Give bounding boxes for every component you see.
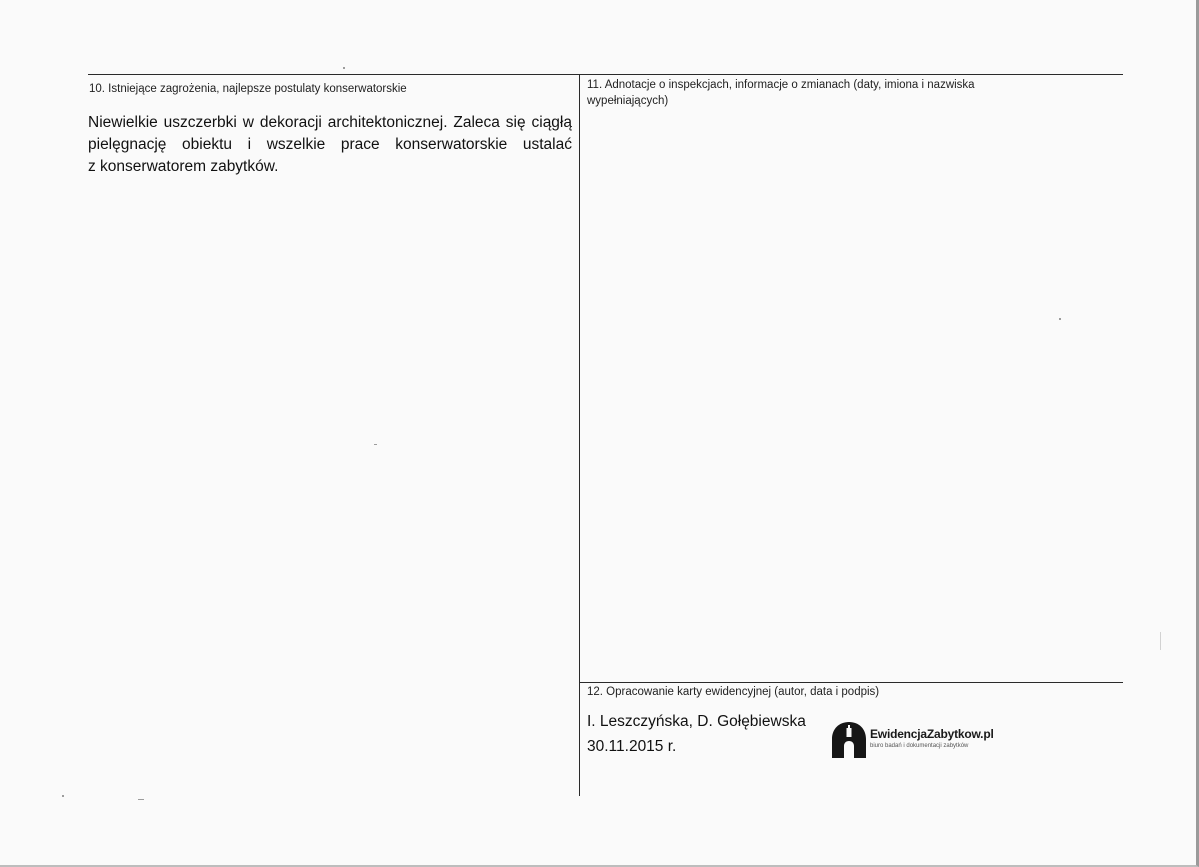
- section10-line-3: z konserwatorem zabytków.: [88, 158, 279, 175]
- scan-speck: [62, 795, 64, 797]
- section12-heading: 12. Opracowanie karty ewidencyjnej (autor, data i podpis): [587, 686, 880, 698]
- top-rule-right: [580, 74, 1123, 75]
- ewidencja-zabytkow-logo: [832, 722, 1002, 762]
- section10-text: [88, 112, 572, 178]
- section12-date: 30.11.2015 r.: [587, 738, 677, 755]
- section11-heading: [587, 77, 975, 109]
- section10-line-2: pielęgnację obiektu i wszelkie prace konserwatorskie ustalać: [88, 136, 572, 153]
- scan-speck: [343, 67, 345, 69]
- section10-line-1: Niewielkie uszczerbki w dekoracji architektonicznej. Zaleca się ciągłą: [88, 114, 572, 131]
- section12-author: I. Leszczyńska, D. Gołębiewska: [587, 713, 806, 730]
- section11-heading-line-2: wypełniających): [587, 95, 669, 107]
- logo-title: EwidencjaZabytkow.pl: [870, 727, 994, 741]
- scan-speck: [1059, 318, 1061, 320]
- logo-subtitle: biuro badań i dokumentacji zabytków: [870, 743, 969, 749]
- scan-speck: [138, 799, 144, 800]
- scan-speck: [374, 444, 377, 445]
- section12-rule: [580, 682, 1123, 683]
- column-divider: [579, 74, 580, 796]
- church-silhouette-icon: [832, 722, 866, 758]
- section11-heading-line-1: 11. Adnotacje o inspekcjach, informacje o zmianach (daty, imiona i nazwiska: [587, 79, 975, 91]
- top-rule-left: [88, 74, 579, 75]
- scan-speck: [1160, 632, 1161, 650]
- section10-heading: 10. Istniejące zagrożenia, najlepsze postulaty konserwatorskie: [89, 83, 407, 95]
